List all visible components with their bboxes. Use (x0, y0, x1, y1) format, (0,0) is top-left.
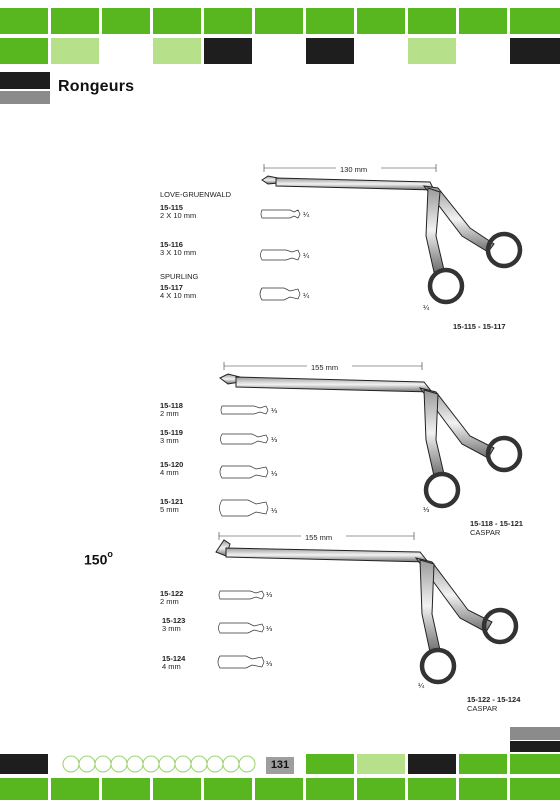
tip-scale: ¼ (303, 251, 310, 260)
footer-tile (459, 778, 507, 800)
item-code: 15-116 (160, 240, 183, 249)
footer-tile (408, 754, 456, 774)
item-code: 15-118 (160, 401, 183, 410)
dimension-line (264, 164, 436, 172)
ring-pattern (62, 754, 260, 774)
tip-detail (260, 210, 300, 300)
tip-scale: ⅓ (271, 469, 278, 478)
footer-tile (459, 754, 507, 774)
instrument-scale: ¼ (423, 303, 430, 312)
footer-bar-gray (510, 727, 560, 740)
dimension-line (224, 362, 422, 370)
dimension-label: 130 mm (340, 165, 368, 174)
page-number: 131 (266, 757, 294, 774)
item-code: 15-115 (160, 203, 183, 212)
dimension-line (219, 532, 414, 540)
tip-scale: ⅓ (266, 590, 273, 599)
group-label: LOVE-GRUENWALD (160, 190, 231, 199)
footer-tile (306, 754, 354, 774)
footer-tile (408, 778, 456, 800)
instrument-scale: ¼ (418, 681, 425, 690)
tip-detail (220, 406, 269, 516)
range-caption: CASPAR (470, 528, 501, 537)
footer-tile (510, 778, 560, 800)
item-size: 2 mm (160, 409, 179, 418)
tip-scale: ⅓ (271, 406, 278, 415)
item-size: 2 X 10 mm (160, 211, 197, 220)
range-label: 15-115 - 15-117 (453, 322, 506, 331)
footer-tile (204, 778, 252, 800)
item-size: 4 mm (160, 468, 179, 477)
item-code: 15-119 (160, 428, 183, 437)
tip-scale: ¼ (303, 291, 310, 300)
item-size: 2 mm (160, 597, 179, 606)
range-label: 15-118 - 15-121 (470, 519, 523, 528)
footer-tile (51, 778, 99, 800)
item-size: 3 X 10 mm (160, 248, 197, 257)
tip-scale: ⅓ (271, 435, 278, 444)
dimension-label: 155 mm (305, 533, 333, 542)
range-caption: CASPAR (467, 704, 498, 713)
footer-tile (357, 778, 405, 800)
rongeur-illustration (262, 176, 520, 302)
item-size: 5 mm (160, 505, 179, 514)
page-title: Rongeurs (58, 78, 135, 95)
item-size: 4 mm (162, 662, 181, 671)
footer-tile (0, 778, 48, 800)
footer-tile (510, 754, 560, 774)
dimension-label: 155 mm (311, 363, 339, 372)
tip-scale: ⅓ (266, 659, 273, 668)
item-code: 15-124 (162, 654, 186, 663)
instrument-scale: ⅓ (423, 505, 430, 514)
item-code: 15-120 (160, 460, 184, 469)
item-code: 15-123 (162, 616, 186, 625)
tip-detail (218, 591, 264, 668)
footer-tile (102, 778, 150, 800)
item-size: 3 mm (162, 624, 181, 633)
item-size: 3 mm (160, 436, 179, 445)
item-code: 15-117 (160, 283, 183, 292)
footer-tile (153, 778, 201, 800)
footer-tile (255, 778, 303, 800)
angle-label: 150$^o$ (84, 549, 113, 568)
footer-tile (0, 754, 48, 774)
item-code: 15-121 (160, 497, 184, 506)
tip-scale: ¼ (303, 210, 310, 219)
item-size: 4 X 10 mm (160, 291, 197, 300)
footer-bar-black (510, 741, 560, 752)
tip-scale: ⅓ (271, 506, 278, 515)
item-code: 15-122 (160, 589, 184, 598)
footer-tile (357, 754, 405, 774)
tip-scale: ⅓ (266, 624, 273, 633)
range-label: 15-122 - 15-124 (467, 695, 521, 704)
footer-tile (306, 778, 354, 800)
group-label: SPURLING (160, 272, 199, 281)
